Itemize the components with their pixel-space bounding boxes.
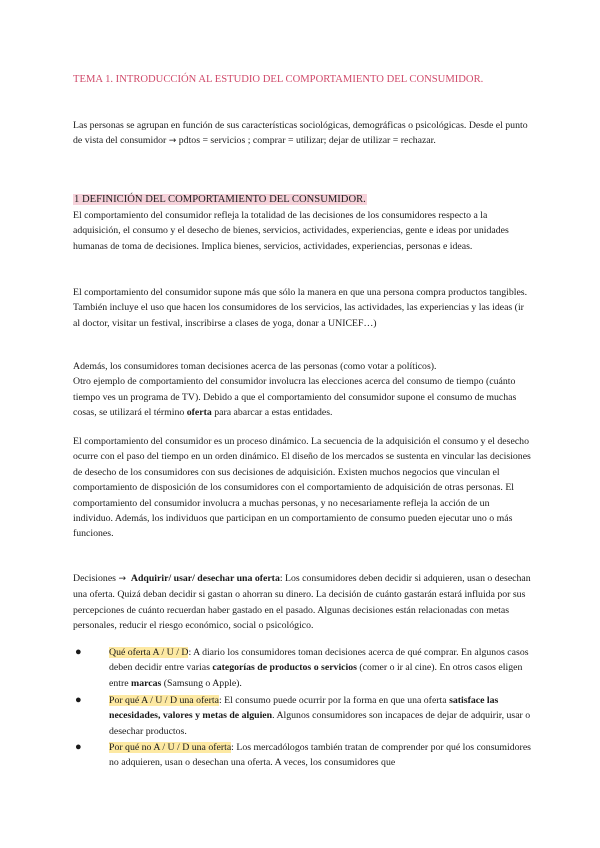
document-title: TEMA 1. INTRODUCCIÓN AL ESTUDIO DEL COMPORTAMIENTO DEL CONSUMIDOR. — [73, 74, 484, 85]
paragraph-adquirir — [73, 571, 531, 634]
bullet-label: Qué oferta A / U / D — [109, 647, 189, 658]
paragraph-time-end: para abarcar a estas entidades. — [211, 407, 333, 419]
bullet-label: Por qué no A / U / D una oferta — [109, 742, 232, 753]
decisiones-label: Decisiones — [73, 573, 119, 584]
list-item — [75, 693, 531, 739]
bullet-bold: satisface las necesidades, valores y metas de alguien — [109, 695, 499, 722]
bullet-text: . Algunos consumidores son incapaces de dejar de adquirir, usar o desechar productos. — [109, 710, 531, 737]
bullet-icon: ● — [75, 741, 82, 753]
paragraph-tangible: El comportamiento del consumidor supone más que sólo la manera en que una persona compra productos tangibles. También incluye el uso que hacen los consumidores de los servicios, las actividades, las experiencias y las ideas (ir al doctor, visitar un festival, inscribirse a clases de yoga, donar a UNICEF…) — [73, 287, 528, 329]
arrow-icon: → — [118, 574, 126, 584]
paragraph-definition: El comportamiento del consumidor refleja la totalidad de las decisiones de los consumidores respecto a la adquisición, el consumo y el desecho de bienes, servicios, actividades, experiencias, gente e ideas por unidades humanas de toma de decisiones. Implica bienes, servicios, actividades, experiencias, personas e ideas. — [73, 210, 509, 252]
bullet-bold: categorías de productos o servicios — [212, 662, 357, 674]
section-heading-text: 1 DEFINICIÓN DEL COMPORTAMIENTO DEL CONSUMIDOR. — [74, 194, 366, 205]
adquirir-term: Adquirir/ usar/ desechar una oferta — [130, 573, 280, 584]
bullet-bold: marcas — [131, 677, 162, 689]
paragraph-decisions — [73, 359, 531, 421]
intro-paragraph — [73, 118, 531, 150]
section-heading — [73, 192, 531, 207]
intro-text: Las personas se agrupan en función de sus características sociológicas, demográficas o psicológicas. Desde el punto de vista del consumidor — [73, 120, 528, 147]
list-item — [75, 645, 531, 691]
paragraph-time-text: Otro ejemplo de comportamiento del consumidor involucra las elecciones acerca del consumo de tiempo (cuánto tiempo ves un programa de TV). Debido a que el comportamiento del consumidor supone el consumo de muchas cosas, se utilizará el término — [73, 376, 517, 419]
bullet-icon: ● — [75, 646, 82, 658]
bullet-text: (comer o ir al cine). En otros casos eligen entre — [109, 662, 523, 689]
bullet-text: : A diario los consumidores toman decisiones acerca de qué comprar. En algunos casos deben decidir entre varias — [109, 647, 529, 674]
paragraph-dynamic: El comportamiento del consumidor es un proceso dinámico. La secuencia de la adquisición el consumo y el desecho ocurre con el paso del tiempo en un orden dinámico. El diseño de los mercados se sustenta en vincular las decisiones de desecho de los consumidores con sus decisiones de adquisición. Existen muchos negocios que vinculan el comportamiento de disposición de los consumidores con el comportamiento de adquisición de otras personas. El comportamiento del consumidor involucra a muchas personas, y no necesariamente refleja la acción de un individuo. Además, los individuos que participan en un comportamiento de consumo pueden ejecutar uno o más funciones. — [73, 436, 531, 540]
bullet-text: (Samsung o Apple). — [161, 677, 242, 689]
bullet-text: : Los mercadólogos también tratan de comprender por qué los consumidores no adquieren, usan o desechan una oferta. A veces, los consumidores que — [109, 742, 531, 769]
paragraph-people-sentence: Además, los consumidores toman decisiones acerca de las personas (como votar a políticos). — [73, 361, 437, 372]
bullet-icon: ● — [75, 694, 82, 706]
intro-text-cont: pdtos = servicios ; comprar = utilizar; dejar de utilizar = rechazar. — [176, 135, 436, 147]
bullet-text: : El consumo puede ocurrir por la forma en que una oferta — [218, 695, 450, 706]
adquirir-text: : Los consumidores deben decidir si adquieren, usan o desechan una oferta. Quizá deban decidir si gastan o ahorran su dinero. La decisión de cuánto gastarán estará influida por sus percepciones de cuánto recuerdan haber gastado en el pasado. Algunas decisiones están relacionadas con metas personales, reducir el riesgo económico, social o psicológico. — [73, 573, 531, 632]
arrow-icon: → — [168, 136, 177, 147]
list-item — [75, 740, 531, 771]
term-oferta: oferta — [186, 407, 212, 419]
bullet-label: Por qué A / U / D una oferta — [109, 695, 219, 706]
